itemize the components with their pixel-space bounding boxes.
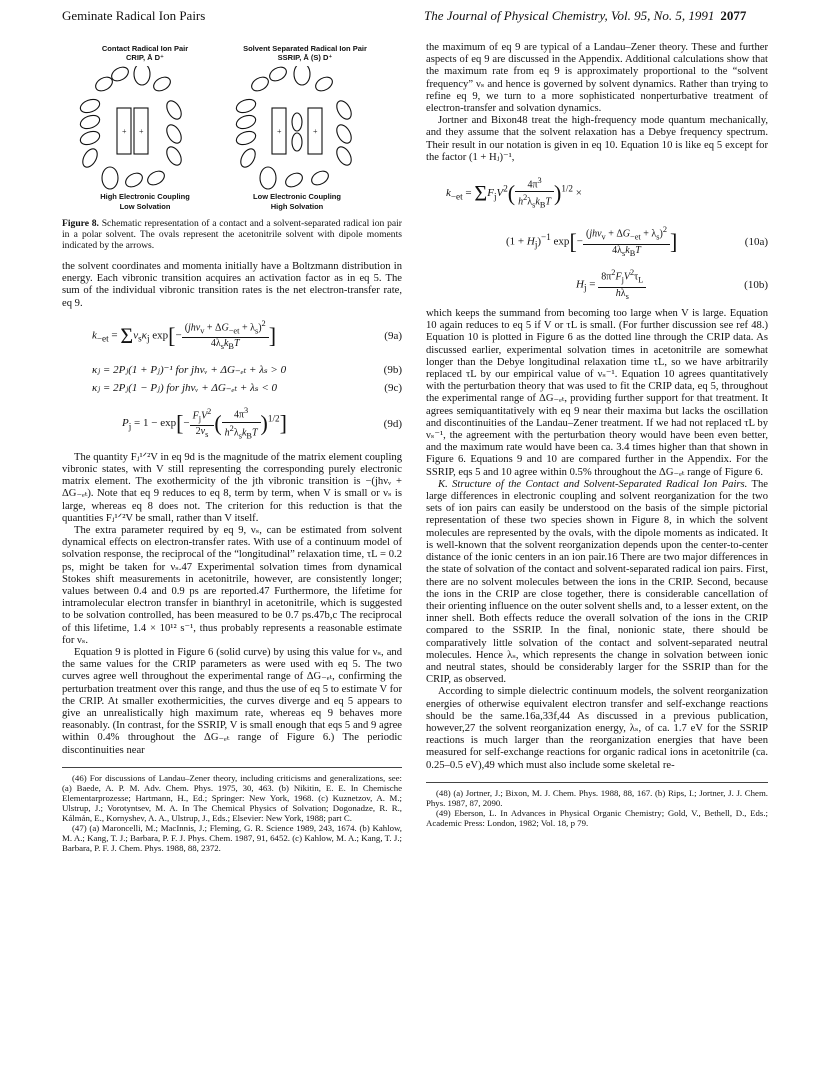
figure-8	[62, 42, 402, 214]
paragraph: According to simple dielectric continuum models, the solvent reorganization energies of otherwise equivalent electron transfer and self-exchange reactions should be the same.16a,33f,44 As discussed in a previous publication, however,27 the solvent reorganization energy, λₛ, of ca. 1.7 eV for the SSRIP reactions is much larger than the reorganization energies that have been measured for self-exchange reactions for organic radical ions in acetonitrile (ca. 0.25–0.5 eV),49 which must also include some skeletal re-	[426, 686, 768, 771]
reference-49: (49) Eberson, L. In Advances in Physical Organic Chemistry; Gold, V., Bethell, D., Eds.; Academic Press: London, 1982; Vol. 18, p 79.	[426, 807, 768, 828]
running-head: Geminate Radical Ion Pairs	[62, 8, 206, 23]
equation-10b: $H_j$ = $\frac{8\pi^2F_jV^2\tau_L}{h\lambda_s}$ (10b)	[576, 268, 768, 301]
crip-drawing	[79, 66, 185, 190]
ssrip-drawing	[235, 66, 355, 190]
footnotes	[426, 782, 768, 828]
paragraph: The extra parameter required by eq 9, νₛ, can be estimated from solvent dynamical effects on electron-transfer rates. With use of a continuum model of solvation response, the reciprocal of the “longitudinal” relaxation time, τL = 0.2 ps, might be taken for νₛ.47 Experimental solvation times from dynamical Stokes shift measurements in acetonitrile, however, are consistently longer; values between 0.4 and 0.9 ps are reported.47 Furthermore, the lifetime for intramolecular electron transfer in bianthryl in acetonitrile, which is suggested to be solvation controlled, has been measured to be 0.7 ps.47b,c The reciprocal of this lifetime, 1.4 × 10¹² s⁻¹, thus probably represents a reasonable estimate for νₛ.	[62, 525, 402, 646]
reference-46: (46) For discussions of Landau–Zener theory, including criticisms and generalizations, see: (a) Baede, A. P. M. Adv. Chem. Phys. 1975, 30, 463. (b) Nikitin, E. E. In Chemische Elementarprozesse; Hartmann, H., Ed.; Springer: New York, 1968. (c) Kuznetzov, A. M.; Ulstrup, J.; Vorotyntsev, M. A. In The Chemical Physics of Solvation; Dogonadze, R. R., Kálmán, E., Kornyshev, A. A., Ulstrup, J., Eds.; Elsevier: New York, 1988; part C.	[62, 772, 402, 823]
paragraph: the maximum of eq 9 are typical of a Landau–Zener theory. These and further aspects of eq 9 are discussed in the Appendix. Additional calculations show that the maximum rate from eq 9 is approximately proportional to the “solvent frequency” νₛ and hence is governed by solvent dynamics. Rather than trying to refine eq 9, we turn to a more sophisticated nonperturbative treatment of electron-transfer and solvation dynamics.	[426, 42, 768, 115]
paragraph: which keeps the summand from becoming too large when V is large. Equation 10 again reduces to eq 5 if V or τL is small. (For further discussion see ref 48.) Equation 10 is plotted in Figure 6 as the dotted line through the CRIP data. As discussed earlier, experimental solvation times in acetonitrile are somewhat longer than the Debye longitudinal relaxation time τL, so we have arbitrarily replaced τL by our empirical value of νₛ⁻¹. Equation 10 agrees quantitatively with the perturbation theory that was used to fit the CRIP data, eq 5, throughout the experimental range of ΔG₋ₑₜ, providing further support for that treatment. It agrees semiquantitatively with eq 9 near their maxima but lacks the oscillation and discontinuities of the Landau–Zener treatment. If we had not replaced τL by νₛ⁻¹, the agreement with the perturbation theory would have been even better, and the maximum rate would have been ca. 3.4 times higher than that shown in Figure 6. Equations 9 and 10 are compared further in the Appendix. For the SSRIP, eqs 5 and 10 agree within 0.5% throughout the ΔG₋ₑₜ range of Figure 6.	[426, 308, 768, 478]
svg-text:+: +	[313, 127, 318, 136]
page-number: 2077	[720, 8, 747, 23]
equation-9a: $k_{-et} = \Sigma\nu_s\kappa_j$ exp[− $\frac{(jh\nu_v + \Delta G_{-et} + \lambda_s)^2}{4\lambda_sk_BT}$ ] (9a)	[92, 318, 402, 352]
equation-9c: κⱼ = 2Pⱼ(1 − Pⱼ) for jhνᵥ + ΔG₋ₑₜ + λₛ < 0 (9c)	[92, 381, 402, 394]
equation-9d: $P_j = 1 - \exp[-$ $\frac{F_jV^2}{2\nu_s}$ ( $\frac{4\pi^3}{h^2\lambda_sk_BT}$ )$^{1/2}$] (9d)	[122, 406, 402, 441]
journal-citation: The Journal of Physical Chemistry, Vol. 95, No. 5, 1991 2077	[424, 8, 747, 23]
right-column	[426, 42, 768, 828]
reference-47: (47) (a) Maroncelli, M.; MacInnis, J.; Fleming, G. R. Science 1989, 243, 1674. (b) Kahlow, M. A.; Kang, T. J.; Barbara, P. F. J. Phys. Chem. 1987, 91, 6452. (c) Kahlow, M. A.; Kang, T. J.; Barbara, P. F. J. Chem. Phys. 1988, 88, 2372.	[62, 822, 402, 853]
equation-9b: κⱼ = 2Pⱼ(1 + Pⱼ)⁻¹ for jhνᵥ + ΔG₋ₑₜ + λₛ > 0 (9b)	[92, 363, 402, 376]
left-column	[62, 42, 402, 853]
svg-text:+: +	[277, 127, 282, 136]
crip-labels: High Electronic Coupling Low Solvation	[100, 192, 190, 211]
svg-text:+: +	[122, 127, 127, 136]
paragraph: Jortner and Bixon48 treat the high-frequency mode quantum mechanically, and they assume that the solvent relaxation has a Debye frequency spectrum. Their result in our notation is given in eq 10. Equation 10 is like eq 5 except for the factor (1 + Hⱼ)⁻¹,	[426, 115, 768, 163]
crip-title: Contact Radical Ion Pair CRIP, Ā D⁺	[101, 44, 189, 62]
equation-10a: $(1 + H_j)^{-1}$ exp[− $\frac{(jh\nu_v + \Delta G_{-et} + \lambda_s)^2}{4\lambda_sk_BT}$ ] (10a)	[506, 225, 768, 258]
footnotes	[62, 767, 402, 853]
svg-text:+: +	[139, 127, 144, 136]
paragraph: Equation 9 is plotted in Figure 6 (solid curve) by using this value for νₛ, and the same values for the CRIP parameters as were used with eq 5. The two curves agree well throughout the experimental range of ΔG₋ₑₜ, confirming the perturbation treatment over this range, and thus the use of eq 5 to estimate V for the CRIP. At smaller exothermicities, the curves diverge and eq 5 appears to give an unrealistically high maximum rate, whereas eq 9 behaves more reasonably. (In contrast, for the SSRIP, V is small enough that eqs 5 and 9 agree within 0.4% throughout the ΔG₋ₑₜ range of Figure 6.) The periodic discontinuities near	[62, 647, 402, 756]
section-paragraph: K. Structure of the Contact and Solvent-Separated Radical Ion Pairs. The large differences in electronic coupling and solvent reorganization for the two sets of ion pairs can easily be understood on the basis of the simple pictorial representation of these two species shown in Figure 8, in which the solvent molecules are represented by the ovals, with the dipole moments as indicated. It is well-known that the solvent reorganization depends upon the center-to-center distance of the ionic centers in an ion pair.16 There are two major differences in the state of solvation of the contact and solvent-separated radical ion pairs. First, there are no solvent molecules between the ions in the CRIP. Second, because the ions in the CRIP are close together, there is considerable cancellation of their orienting influence on the outer solvent shells and, to a lesser extent, on the inner shell. Both effects reduce the overall solvation of the ions in the CRIP compared to the SSRIP. In the final, nonionic state, there should be comparatively little solvation of the contact and solvent-separated neutral molecules. Hence λₛ, which represents the change in solvation between ionic and neutral states, should be considerably larger for the SSRIP than for the CRIP, as observed.	[426, 478, 768, 686]
reference-48: (48) (a) Jortner, J.; Bixon, M. J. Chem. Phys. 1988, 88, 167. (b) Rips, I.; Jortner, J. J. Chem. Phys. 1987, 87, 2090.	[426, 787, 768, 808]
paragraph: The quantity Fⱼ¹ᐟ²V in eq 9d is the magnitude of the matrix element coupling vibronic states, with V still representing the corresponding purely electronic matrix element. The exothermicity of the jth vibronic transition is −(jhνᵥ + ΔG₋ₑₜ). Note that eq 9 reduces to eq 8, term by term, when V is small or νₛ is large, whereas eq 8 does not. The criterion for this reduction is that the quantities Fⱼ¹ᐟ²V be small, rather than V itself.	[62, 451, 402, 524]
ssrip-title: Solvent Separated Radical Ion Pair SSRIP, Ā (S) D⁺	[243, 44, 367, 62]
equation-10a-top: $k_{-et} = \Sigma F_jV^2$( $\frac{4\pi^3}{h^2\lambda_sk_BT}$ )$^{1/2}$ ×	[446, 175, 582, 210]
ssrip-labels: Low Electronic Coupling High Solvation	[253, 192, 341, 211]
section-heading: K. Structure of the Contact and Solvent-Separated Radical Ion Pairs.	[438, 478, 748, 490]
ion-pair-diagram	[62, 66, 402, 196]
figure-caption: Figure 8. Schematic representation of a contact and a solvent-separated radical ion pair in a polar solvent. The ovals represent the acetonitrile solvent with dipole moments indicated by the arrows.	[62, 218, 402, 251]
paragraph: the solvent coordinates and momenta initially have a Boltzmann distribution in energy. Each vibronic transition acquires an activation factor as in eq 5. The sum of the individual vibronic transition rates is the net electron-transfer rate, eq 9.	[62, 261, 402, 309]
